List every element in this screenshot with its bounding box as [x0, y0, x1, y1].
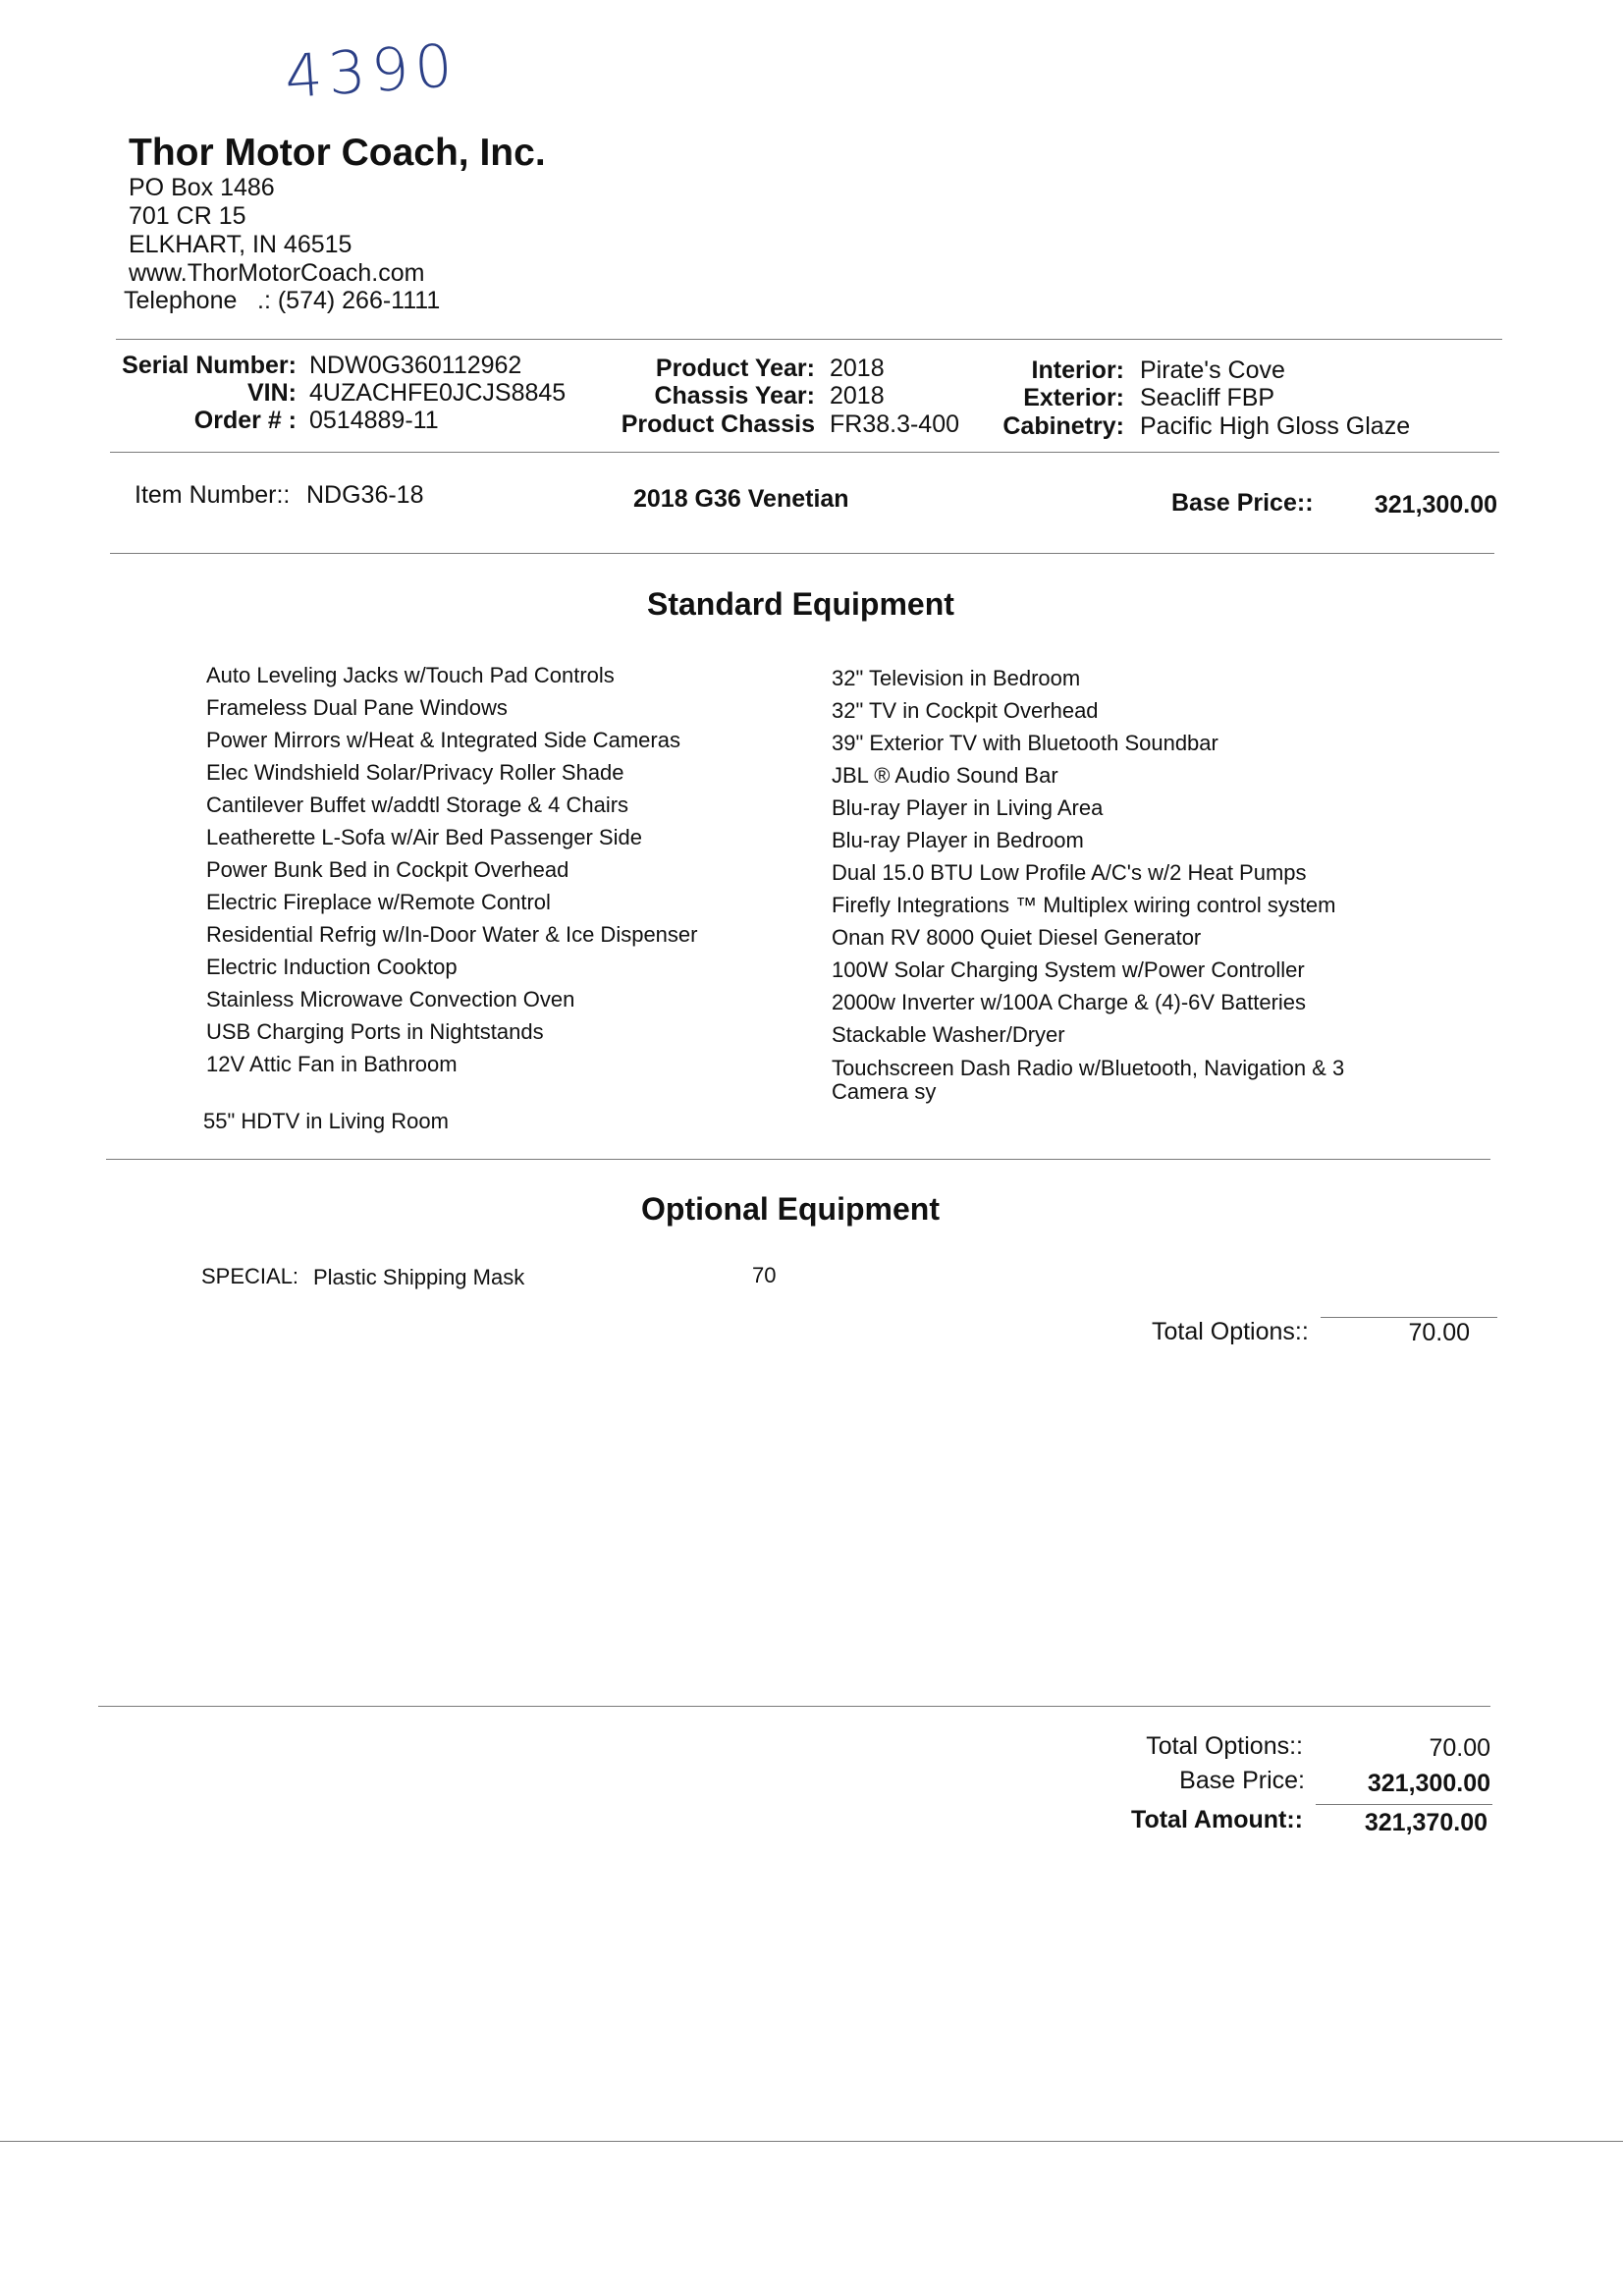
telephone-value: .: (574) 266-1111: [257, 287, 441, 314]
list-item: Onan RV 8000 Quiet Diesel Generator: [832, 925, 1202, 950]
list-item: Stainless Microwave Convection Oven: [206, 987, 575, 1011]
telephone-label: Telephone: [124, 287, 238, 314]
divider: [98, 1706, 1490, 1707]
special-description: Plastic Shipping Mask: [313, 1265, 525, 1289]
list-item: USB Charging Ports in Nightstands: [206, 1019, 544, 1044]
product-year-label: Product Year:: [655, 355, 815, 382]
list-item: 100W Solar Charging System w/Power Controller: [832, 957, 1305, 982]
vin-value: 4UZACHFE0JCJS8845: [309, 379, 567, 407]
address-line: ELKHART, IN 46515: [129, 231, 352, 258]
total-options-value: 70.00: [1408, 1319, 1470, 1346]
product-chassis-value: FR38.3-400: [830, 410, 960, 438]
address-line: 701 CR 15: [129, 202, 246, 230]
standard-equipment-title: Standard Equipment: [647, 586, 954, 622]
vin-label: VIN:: [247, 379, 297, 407]
list-item: Residential Refrig w/In-Door Water & Ice Dispenser: [206, 922, 698, 947]
product-year-value: 2018: [830, 355, 885, 382]
divider: [110, 553, 1494, 554]
divider: [110, 452, 1499, 453]
total-options-label: Total Options::: [1152, 1318, 1309, 1345]
base-price-label: Base Price::: [1171, 489, 1314, 517]
exterior-label: Exterior:: [1023, 384, 1124, 411]
list-item: Electric Fireplace w/Remote Control: [206, 890, 551, 914]
list-item: Dual 15.0 BTU Low Profile A/C's w/2 Heat Pumps: [832, 860, 1307, 885]
item-number-value: NDG36-18: [306, 481, 424, 509]
model-name: 2018 G36 Venetian: [633, 485, 849, 513]
chassis-year-value: 2018: [830, 382, 885, 410]
list-item: 32" TV in Cockpit Overhead: [832, 698, 1099, 723]
website-link[interactable]: www.ThorMotorCoach.com: [129, 259, 425, 287]
totals-base-price-label: Base Price:: [1179, 1767, 1305, 1794]
special-label: SPECIAL:: [201, 1264, 299, 1288]
special-price: 70: [752, 1263, 777, 1287]
list-item: Frameless Dual Pane Windows: [206, 695, 508, 720]
order-value: 0514889-11: [309, 407, 439, 434]
list-item: Elec Windshield Solar/Privacy Roller Shade: [206, 760, 624, 785]
cabinetry-label: Cabinetry:: [1002, 412, 1124, 440]
list-item: Auto Leveling Jacks w/Touch Pad Controls: [206, 663, 615, 687]
cabinetry-value: Pacific High Gloss Glaze: [1140, 412, 1411, 440]
company-address: [129, 174, 424, 288]
handwritten-number: 4390: [282, 30, 460, 113]
list-item: Leatherette L-Sofa w/Air Bed Passenger Side: [206, 825, 642, 849]
base-price-value: 321,300.00: [1374, 491, 1497, 519]
divider: [106, 1159, 1490, 1160]
page-bottom-line: [0, 2141, 1623, 2142]
product-chassis-label: Product Chassis: [621, 410, 815, 438]
serial-value: NDW0G360112962: [309, 352, 522, 379]
total-amount-label: Total Amount::: [1131, 1806, 1303, 1833]
optional-equipment-title: Optional Equipment: [641, 1191, 940, 1227]
interior-label: Interior:: [1031, 356, 1124, 384]
divider: [1316, 1804, 1492, 1805]
list-item: Firefly Integrations ™ Multiplex wiring control system: [832, 893, 1336, 917]
interior-value: Pirate's Cove: [1140, 356, 1285, 384]
list-item: Power Bunk Bed in Cockpit Overhead: [206, 857, 569, 882]
list-item: Power Mirrors w/Heat & Integrated Side Cameras: [206, 728, 680, 752]
company-name: Thor Motor Coach, Inc.: [129, 132, 546, 174]
standard-equipment-left-list: [206, 659, 756, 1080]
list-item: Stackable Washer/Dryer: [832, 1022, 1065, 1047]
list-item: Blu-ray Player in Living Area: [832, 795, 1104, 820]
standard-equipment-right-list: [832, 662, 1381, 1104]
order-label: Order # :: [193, 407, 297, 434]
total-amount-value: 321,370.00: [1364, 1809, 1488, 1836]
list-item: 12V Attic Fan in Bathroom: [206, 1052, 458, 1076]
list-item: Touchscreen Dash Radio w/Bluetooth, Navigation & 3 Camera sy: [832, 1056, 1345, 1104]
totals-base-price-value: 321,300.00: [1367, 1770, 1490, 1797]
serial-label: Serial Number:: [122, 352, 297, 379]
divider: [116, 339, 1502, 340]
list-item: 39" Exterior TV with Bluetooth Soundbar: [832, 731, 1218, 755]
address-line: PO Box 1486: [129, 174, 275, 201]
list-item: JBL ® Audio Sound Bar: [832, 763, 1058, 788]
divider: [1321, 1317, 1497, 1318]
list-item: 2000w Inverter w/100A Charge & (4)-6V Batteries: [832, 990, 1307, 1014]
totals-options-label: Total Options::: [1146, 1732, 1303, 1760]
chassis-year-label: Chassis Year:: [654, 382, 815, 410]
list-item: 55" HDTV in Living Room: [203, 1109, 449, 1133]
list-item: 32" Television in Bedroom: [832, 666, 1081, 690]
exterior-value: Seacliff FBP: [1140, 384, 1275, 411]
list-item: Cantilever Buffet w/addtl Storage & 4 Chairs: [206, 793, 629, 817]
list-item: Blu-ray Player in Bedroom: [832, 828, 1084, 852]
list-item: Electric Induction Cooktop: [206, 955, 458, 979]
totals-options-value: 70.00: [1429, 1734, 1490, 1762]
item-number-label: Item Number::: [135, 481, 291, 509]
